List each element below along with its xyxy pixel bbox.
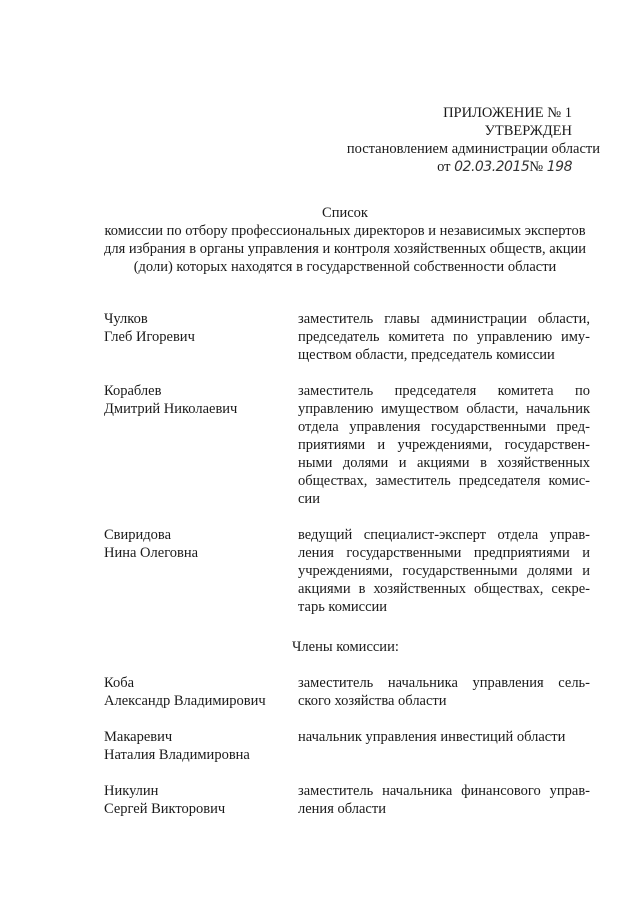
member-role: ведущий специалист-эксперт отдела управ-ления государственными предприятиями и учреждениями, государственными долями и акциями в хозяйственных обществах, секре-тарь комиссии: [298, 527, 590, 615]
handwritten-number: 198: [546, 159, 572, 175]
members-section-title: Члены комиссии:: [292, 639, 399, 655]
member-name: [104, 782, 298, 818]
roster-row: [104, 382, 590, 508]
title-line-2: для избрания в органы управления и контроля хозяйственных обществ, акции: [103, 241, 587, 257]
roster-row: [104, 526, 590, 616]
member-given-name: Сергей Викторович: [104, 801, 226, 817]
number-prefix: №: [529, 159, 544, 175]
roster-row: [104, 782, 590, 818]
roster-row: [104, 674, 590, 710]
date-prefix: от: [437, 159, 451, 175]
member-given-name: Нина Олеговна: [104, 545, 199, 561]
approved-label: УТВЕРЖДЕН: [484, 123, 572, 139]
roster-row: [104, 728, 590, 764]
member-name: [104, 728, 298, 764]
title-heading: Список: [322, 205, 368, 221]
member-name: [104, 526, 298, 616]
member-given-name: Дмитрий Николаевич: [104, 401, 238, 417]
commission-roster: [104, 310, 590, 836]
member-name: [104, 674, 298, 710]
document-title: [70, 204, 620, 276]
resolution-date-line: [330, 158, 572, 176]
resolution-label: постановлением администрации области: [346, 141, 600, 157]
member-role: заместитель главы администрации области, председатель комитета по управлению иму-ществом области, председатель комиссии: [298, 311, 590, 363]
member-surname: Чулков: [104, 311, 148, 327]
member-surname: Свиридова: [104, 527, 172, 543]
member-name: [104, 382, 298, 508]
appendix-label: ПРИЛОЖЕНИЕ № 1: [443, 105, 572, 121]
member-given-name: Глеб Игоревич: [104, 329, 195, 345]
member-role: заместитель начальника финансового управ-ления области: [298, 783, 590, 817]
member-given-name: Наталия Владимировна: [104, 747, 250, 763]
roster-row: [104, 310, 590, 364]
approval-block: [330, 104, 610, 176]
title-line-3: (доли) которых находятся в государственной собственности области: [133, 259, 557, 275]
handwritten-date: 02.03.2015: [454, 159, 530, 175]
title-line-1: комиссии по отбору профессиональных директоров и независимых экспертов: [104, 223, 586, 239]
member-role: заместитель председателя комитета по управлению имуществом области, начальник отдела управления государственными пред-приятиями и учреждениями, государствен-ными долями и акциями в хозяйственных обществах, заместитель председателя комис-сии: [298, 383, 590, 507]
member-role: начальник управления инвестиций области: [298, 729, 566, 745]
member-surname: Кораблев: [104, 383, 162, 399]
member-name: [104, 310, 298, 364]
member-surname: Никулин: [104, 783, 159, 799]
member-given-name: Александр Владимирович: [104, 693, 266, 709]
member-role: заместитель начальника управления сель-ского хозяйства области: [298, 675, 590, 709]
member-surname: Макаревич: [104, 729, 173, 745]
member-surname: Коба: [104, 675, 135, 691]
